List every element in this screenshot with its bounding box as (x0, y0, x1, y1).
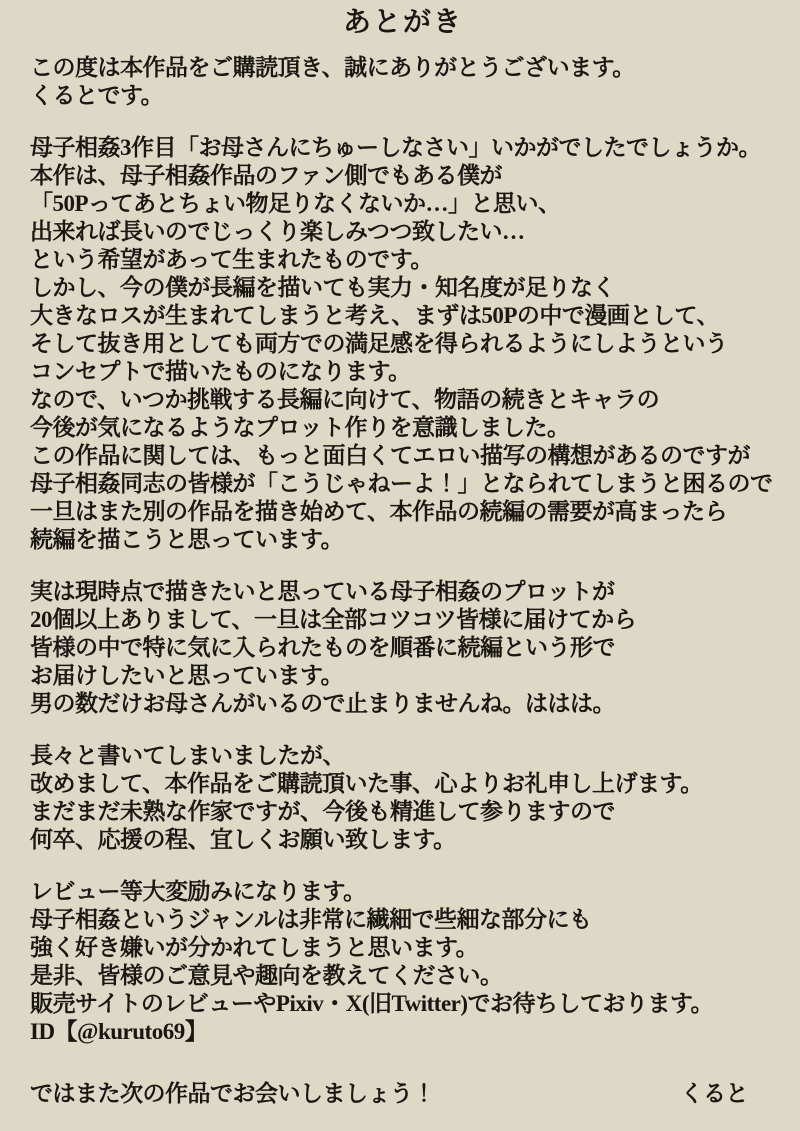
afterword-line: 実は現時点で描きたいと思っている母子相姦のプロットが (30, 579, 615, 604)
afterword-line: 「50Pってあとちょい物足りなくないか…」と思い、 (30, 191, 561, 216)
afterword-line: この度は本作品をご購読頂き、誠にありがとうございます。 (30, 55, 635, 80)
afterword-line: 母子相姦というジャンルは非常に繊細で些細な部分にも (30, 907, 592, 932)
afterword-line: 一旦はまた別の作品を描き始めて、本作品の続編の需要が高まったら (30, 499, 728, 524)
afterword-line: 今後が気になるようなプロット作りを意識しました。 (30, 415, 570, 440)
afterword-line: くるとです。 (30, 83, 164, 108)
afterword-line: そして抜き用としても両方での満足感を得られるようにしようという (30, 331, 728, 356)
afterword-line: という希望があって生まれたものです。 (30, 247, 433, 272)
paragraph-thanks (30, 742, 776, 854)
afterword-line: 20個以上ありまして、一旦は全部コツコツ皆様に届けてから (30, 607, 637, 632)
afterword-line: 是非、皆様のご意見や趣向を教えてください。 (30, 963, 503, 988)
afterword-line: レビュー等大変励みになります。 (30, 879, 366, 904)
afterword-line: 男の数だけお母さんがいるので止まりませんね。ははは。 (30, 691, 615, 716)
afterword-line: お届けしたいと思っています。 (30, 663, 344, 688)
paragraph-reviews (30, 878, 776, 1046)
afterword-line: 長々と書いてしまいましたが、 (30, 743, 345, 768)
afterword-line: まだまだ未熟な作家ですが、今後も精進して参りますので (30, 799, 615, 824)
afterword-line: 母子相姦同志の皆様が「こうじゃねーよ！」となられてしまうと困るので (30, 471, 773, 496)
page-title: あとがき (342, 7, 463, 38)
afterword-line: 改めまして、本作品をご購読頂いた事、心よりお礼申し上げます。 (30, 771, 703, 796)
closing-message: ではまた次の作品でお会いしましょう！ (30, 1081, 435, 1106)
afterword-line: コンセプトで描いたものになります。 (30, 359, 411, 384)
paragraph-intro (30, 54, 776, 110)
afterword-line: 何卒、応援の程、宜しくお願い致します。 (30, 827, 456, 852)
afterword-line: 強く好き嫌いが分かれてしまうと思います。 (30, 935, 479, 960)
afterword-line: 大きなロスが生まれてしまうと考え、まずは50Pの中で漫画として、 (30, 303, 719, 328)
paragraph-future-plots (30, 578, 776, 718)
afterword-line: 出来れば長いのでじっくり楽しみつつ致したい… (30, 219, 525, 244)
closing-row (30, 1080, 776, 1108)
afterword-line: なので、いつか挑戦する長編に向けて、物語の続きとキャラの (30, 387, 660, 412)
author-signature: くると (680, 1081, 748, 1106)
paragraph-about-work (30, 134, 776, 554)
afterword-line: 本作は、母子相姦作品のファン側でもある僕が (30, 163, 503, 188)
afterword-line: 皆様の中で特に気に入られたものを順番に続編という形で (30, 635, 615, 660)
afterword-line: この作品に関しては、もっと面白くてエロい描写の構想があるのですが (30, 443, 750, 468)
afterword-line: ID【@kuruto69】 (30, 1019, 208, 1044)
afterword-line: しかし、今の僕が長編を描いても実力・知名度が足りなく (30, 275, 615, 300)
afterword-line: 母子相姦3作目「お母さんにちゅーしなさい」いかがでしたでしょうか。 (30, 135, 761, 160)
afterword-line: 販売サイトのレビューやPixiv・X(旧Twitter)でお待ちしております。 (30, 991, 714, 1016)
afterword-line: 続編を描こうと思っています。 (30, 527, 344, 552)
